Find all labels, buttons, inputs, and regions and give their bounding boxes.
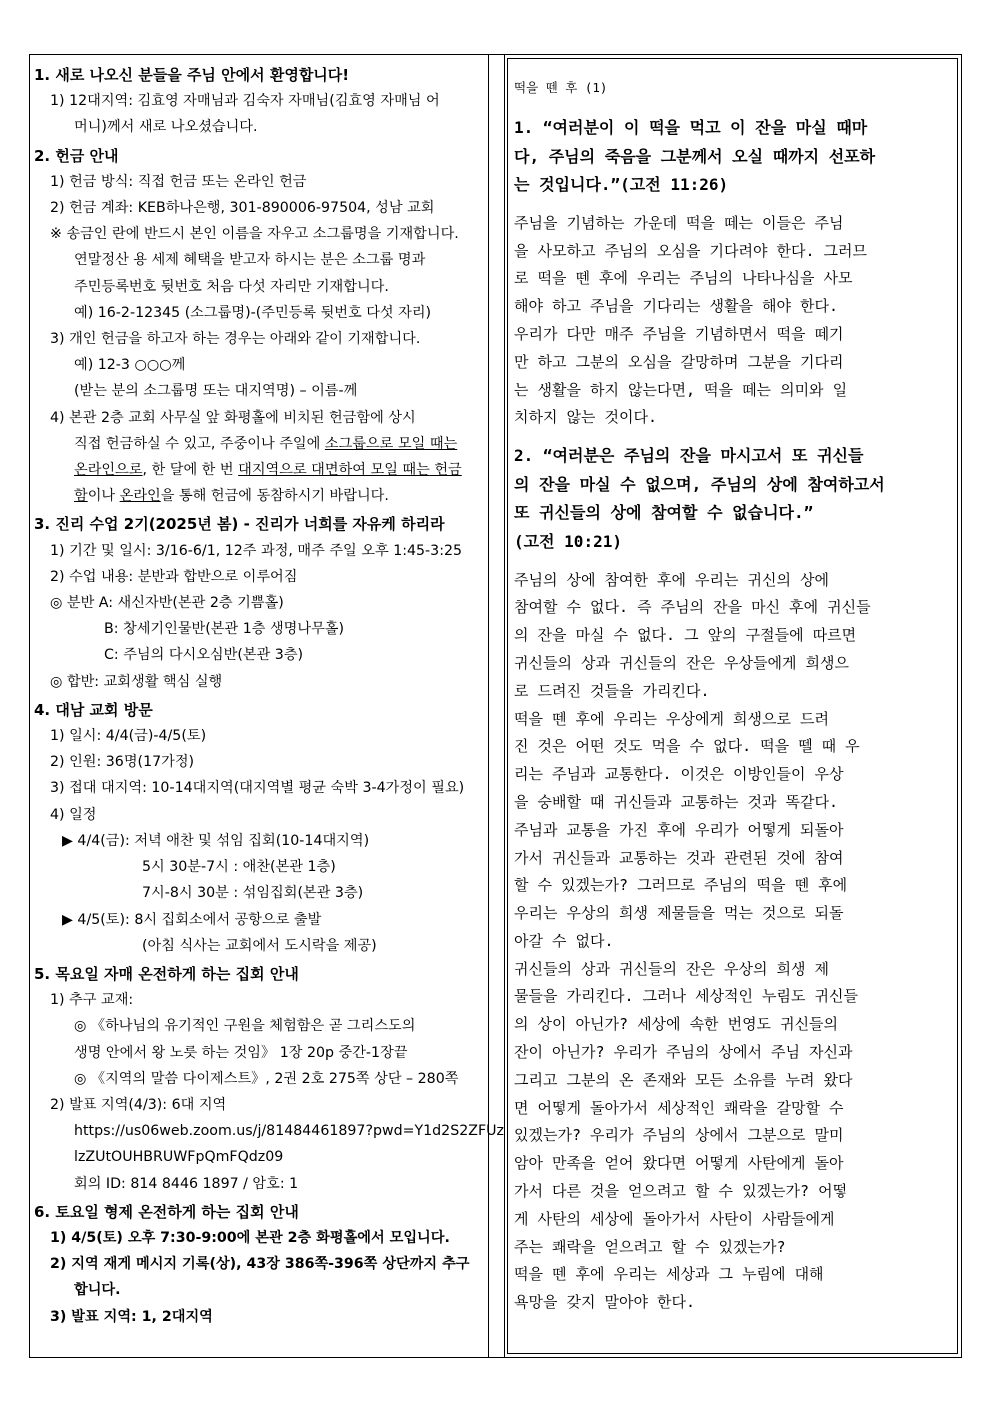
text-line: 주님과 교통을 가진 후에 우리가 어떻게 되돌아 bbox=[514, 820, 844, 839]
text-line: 로 떡을 뗀 후에 우리는 주님의 나타나심을 사모 bbox=[514, 269, 853, 288]
text-line: 4) 본관 2층 교회 사무실 앞 화평홀에 비치된 헌금함에 상시 bbox=[50, 409, 416, 426]
text-line: 게 사탄의 세상에 돌아가서 사탄이 사람들에게 bbox=[514, 1209, 835, 1228]
text-line: ▶ 4/5(토): 8시 집회소에서 공항으로 출발 bbox=[62, 911, 322, 928]
text-line: 주는 쾌락을 얻으려고 할 수 있겠는가? bbox=[514, 1237, 786, 1256]
text-line: C: 주님의 다시오심반(본관 3층) bbox=[104, 647, 304, 664]
underlined-text: 함 bbox=[74, 488, 88, 505]
text-line: 3) 접대 대지역: 10-14대지역(대지역별 평균 숙박 3-4가정이 필요) bbox=[50, 780, 465, 797]
underlined-text: 헌금 bbox=[429, 462, 462, 479]
text-line: 2) 인원: 36명(17가정) bbox=[50, 754, 195, 771]
underlined-text: 소그룹으로 모일 때는 bbox=[324, 435, 458, 452]
text-line: (고전 10:21) bbox=[514, 531, 622, 551]
text-line: ◎ 합반: 교회생활 핵심 실행 bbox=[50, 673, 223, 690]
zoom-link[interactable]: lzZUtOUHBRUWFpQmFQdz09 bbox=[74, 1149, 284, 1166]
text-line: 할 수 있겠는가? 그러므로 주님의 떡을 뗀 후에 bbox=[514, 876, 848, 895]
text-line: 의 상이 아닌가? 세상에 속한 번영도 귀신들의 bbox=[514, 1015, 839, 1034]
text-line: 머니)께서 새로 나오셨습니다. bbox=[74, 119, 258, 136]
text-line: 주님을 기념하는 가운데 떡을 떼는 이들은 주님 bbox=[514, 213, 844, 232]
text-line: 주민등록번호 뒷번호 처음 다섯 자리만 기재합니다. bbox=[74, 278, 389, 295]
paragraph-1 bbox=[514, 210, 950, 432]
underlined-text: 온라인으로 bbox=[74, 462, 143, 479]
text-line: ◎ 분반 A: 새신자반(본관 2층 기쁨홀) bbox=[50, 595, 284, 612]
text-line: 는 생활을 하지 않는다면, 떡을 떼는 의미와 일 bbox=[514, 380, 848, 399]
text-line: 로 드려진 것들을 가리킨다. bbox=[514, 681, 710, 700]
section-5-title: 5. 목요일 자매 온전하게 하는 집회 안내 bbox=[34, 964, 299, 983]
text-line: 1) 기간 및 일시: 3/16-6/1, 12주 과정, 매주 주일 오후 1:45-3:25 bbox=[50, 542, 463, 559]
text-line: 가서 귀신들과 교통하는 것과 관련된 것에 참여 bbox=[514, 848, 844, 867]
text-line: 2) 헌금 계좌: KEB하나은행, 301-890006-97504, 성남 교회 bbox=[50, 200, 435, 217]
text-line: 연말정산 용 세제 혜택을 받고자 하시는 분은 소그룹 명과 bbox=[74, 252, 426, 269]
text-line: 치하지 않는 것이다. bbox=[514, 408, 658, 427]
text-span: , 한 달에 한 번 bbox=[142, 462, 239, 479]
text-line: 예) 12-3 ○○○께 bbox=[74, 357, 186, 374]
text-line: 참여할 수 없다. 즉 주님의 잔을 마신 후에 귀신들 bbox=[514, 598, 871, 617]
text-line: 5시 30분-7시 : 애찬(본관 1층) bbox=[142, 859, 336, 876]
text-line: 리는 주님과 교통한다. 이것은 이방인들이 우상 bbox=[514, 765, 844, 784]
underlined-text: 대지역으로 대면하여 모일 때는 bbox=[238, 462, 430, 479]
text-line: 떡을 뗀 후에 우리는 우상에게 희생으로 드려 bbox=[514, 709, 830, 728]
text-line: 해야 하고 주님을 기다리는 생활을 해야 한다. bbox=[514, 297, 839, 316]
zoom-link[interactable]: https://us06web.zoom.us/j/81484461897?pwd=Y1d2S2ZFUz bbox=[74, 1123, 504, 1140]
text-line: 2) 발표 지역(4/3): 6대 지역 bbox=[50, 1096, 227, 1113]
text-line: 1) 추구 교재: bbox=[50, 992, 134, 1009]
text-line: 7시-8시 30분 : 섞임집회(본관 3층) bbox=[142, 885, 364, 902]
text-line: 1) 12대지역: 김효영 자매님과 김숙자 자매님(김효영 자매님 어 bbox=[50, 93, 440, 110]
section-6-title: 6. 토요일 형제 온전하게 하는 집회 안내 bbox=[34, 1202, 299, 1221]
text-line: B: 창세기인물반(본관 1층 생명나무홀) bbox=[104, 621, 345, 638]
paragraph-2 bbox=[514, 567, 950, 1318]
text-line: ▶ 4/4(금): 저녁 애찬 및 섞임 집회(10-14대지역) bbox=[62, 832, 370, 849]
text-line: (받는 분의 소그룹명 또는 대지역명) – 이름-께 bbox=[74, 383, 358, 400]
section-2-title: 2. 헌금 안내 bbox=[34, 146, 119, 165]
column-divider bbox=[488, 54, 505, 1358]
text-line: 우리가 다만 매주 주님을 기념하면서 떡을 떼기 bbox=[514, 324, 844, 343]
text-line: 을 사모하고 주님의 오심을 기다려야 한다. 그러므 bbox=[514, 241, 868, 260]
text-line: 3) 발표 지역: 1, 2대지역 bbox=[50, 1308, 213, 1325]
text-span: 직접 헌금하실 수 있고, 주중이나 주일에 bbox=[74, 435, 325, 452]
text-line: 의 잔을 마실 수 없으며, 주님의 상에 참여하고서 bbox=[514, 474, 885, 494]
text-line: 그리고 그분의 온 존재와 모든 소유를 누려 왔다 bbox=[514, 1070, 853, 1089]
text-line: 다, 주님의 죽음을 그분께서 오실 때까지 선포하 bbox=[514, 146, 876, 166]
text-line: ◎ 《지역의 말씀 다이제스트》, 2권 2호 275쪽 상단 – 280쪽 bbox=[74, 1070, 459, 1087]
text-line: 잔이 아닌가? 우리가 주님의 상에서 주님 자신과 bbox=[514, 1043, 853, 1062]
meeting-id: 회의 ID: 814 8446 1897 / 암호: 1 bbox=[74, 1175, 299, 1192]
text-line: 가서 다른 것을 얻으려고 할 수 있겠는가? 어떻 bbox=[514, 1182, 848, 1201]
message-heading: 떡을 뗀 후 (1) bbox=[514, 80, 608, 95]
text-line: 또 귀신들의 상에 참여할 수 없습니다.” bbox=[514, 503, 814, 523]
message-column bbox=[514, 76, 950, 1317]
text-line: 귀신들의 상과 귀신들의 잔은 우상들에게 희생으 bbox=[514, 653, 849, 672]
text-line: 예) 16-2-12345 (소그룹명)-(주민등록 뒷번호 다섯 자리) bbox=[74, 304, 432, 321]
text-line: 있겠는가? 우리가 주님의 상에서 그분으로 말미 bbox=[514, 1126, 844, 1145]
text-line: 귀신들의 상과 귀신들의 잔은 우상의 희생 제 bbox=[514, 959, 830, 978]
text-line: 주님의 상에 참여한 후에 우리는 귀신의 상에 bbox=[514, 570, 830, 589]
text-line: 1) 헌금 방식: 직접 헌금 또는 온라인 헌금 bbox=[50, 173, 307, 190]
text-line: 암아 만족을 얻어 왔다면 어떻게 사탄에게 돌아 bbox=[514, 1154, 844, 1173]
text-line: 1) 일시: 4/4(금)-4/5(토) bbox=[50, 728, 207, 745]
section-3-title: 3. 진리 수업 2기(2025년 봄) - 진리가 너희를 자유케 하리라 bbox=[34, 515, 445, 534]
text-line: 을 숭배할 때 귀신들과 교통하는 것과 똑같다. bbox=[514, 792, 839, 811]
announcements-column bbox=[34, 60, 504, 1330]
text-line: 는 것입니다.”(고전 11:26) bbox=[514, 175, 729, 195]
text-span: 이나 bbox=[87, 488, 120, 505]
text-line: (아침 식사는 교회에서 도시락을 제공) bbox=[142, 937, 377, 954]
text-line: ※ 송금인 란에 반드시 본인 이름을 자우고 소그룹명을 기재합니다. bbox=[50, 226, 459, 243]
underlined-text: 온라인 bbox=[119, 488, 161, 505]
text-line: 2. “여러분은 주님의 잔을 마시고서 또 귀신들 bbox=[514, 446, 864, 466]
text-line: 만 하고 그분의 오심을 갈망하며 그분을 기다리 bbox=[514, 352, 844, 371]
text-line bbox=[34, 431, 484, 457]
text-line: 4) 일정 bbox=[50, 806, 97, 823]
text-line: 진 것은 어떤 것도 먹을 수 없다. 떡을 뗄 때 우 bbox=[514, 737, 860, 756]
verse-2 bbox=[514, 442, 950, 556]
section-1-title: 1. 새로 나오신 분들을 주님 안에서 환영합니다! bbox=[34, 66, 350, 84]
verse-1 bbox=[514, 114, 950, 200]
text-line: 1. “여러분이 이 떡을 먹고 이 잔을 마실 때마 bbox=[514, 118, 868, 137]
text-line: 합니다. bbox=[74, 1282, 121, 1299]
text-line bbox=[34, 457, 484, 483]
section-4-title: 4. 대남 교회 방문 bbox=[34, 700, 153, 719]
text-line: ◎ 《하나님의 유기적인 구원을 체험함은 곧 그리스도의 bbox=[74, 1018, 416, 1035]
text-line: 떡을 뗀 후에 우리는 세상과 그 누림에 대해 bbox=[514, 1265, 824, 1284]
text-line bbox=[34, 483, 484, 509]
text-line: 생명 안에서 왕 노릇 하는 것임》 1장 20p 중간-1장끝 bbox=[74, 1044, 408, 1061]
text-line: 2) 수업 내용: 분반과 합반으로 이루어짐 bbox=[50, 568, 298, 585]
text-line: 물들을 가리킨다. 그러나 세상적인 누림도 귀신들 bbox=[514, 987, 858, 1006]
text-line: 2) 지역 재게 메시지 기록(상), 43장 386쪽-396쪽 상단까지 추구 bbox=[50, 1256, 470, 1273]
text-line: 아갈 수 없다. bbox=[514, 931, 614, 950]
text-line: 의 잔을 마실 수 없다. 그 앞의 구절들에 따르면 bbox=[514, 626, 857, 645]
text-line: 1) 4/5(토) 오후 7:30-9:00에 본관 2층 화평홀에서 모입니다. bbox=[50, 1229, 450, 1246]
text-line: 3) 개인 헌금을 하고자 하는 경우는 아래와 같이 기재합니다. bbox=[50, 331, 421, 348]
text-line: 면 어떻게 돌아가서 세상적인 쾌락을 갈망할 수 bbox=[514, 1098, 844, 1117]
text-line: 욕망을 갖지 말아야 한다. bbox=[514, 1293, 696, 1312]
text-line: 우리는 우상의 희생 제물들을 먹는 것으로 되돌 bbox=[514, 904, 844, 923]
text-span: 을 통해 헌금에 동참하시기 바랍니다. bbox=[160, 488, 389, 505]
